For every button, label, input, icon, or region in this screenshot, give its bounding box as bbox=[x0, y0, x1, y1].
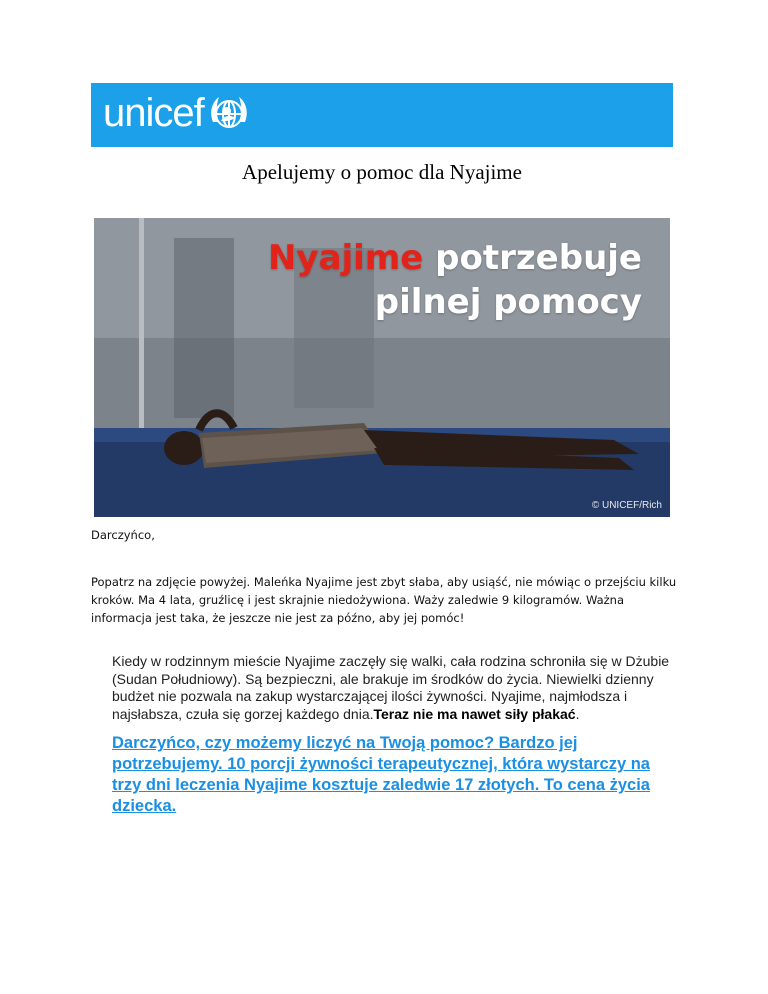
intro-paragraph: Popatrz na zdjęcie powyżej. Maleńka Nyajime jest zbyt słaba, aby usiąść, nie mówiąc o przejściu kilku kroków. Ma 4 lata, gruźlicę i jest skrajnie niedożywiona. Waży zaledwie 9 kilogramów. Ważna informacja jest taka, że jeszcze nie jest za późno, aby jej pomóc! bbox=[91, 575, 677, 625]
unicef-emblem-icon bbox=[207, 92, 251, 136]
headline-rest: potrzebuje bbox=[435, 238, 642, 278]
story-text: Kiedy w rodzinnym mieście Nyajime zaczęły się walki, cała rodzina schroniła się w Dżubie (Sudan Południowy). Są bezpieczni, ale brakuje im środków do życia. Niewielki dzienny budżet nie pozwala na zakup wystarczającej ilości żywności. Nyajime, najmłodsza i najsłabsza, czuła się gorzej każdego dnia. bbox=[112, 653, 670, 722]
donation-appeal-link[interactable]: Darczyńco, czy możemy liczyć na Twoją pomoc? Bardzo jej potrzebujemy. 10 porcji żywności terapeutycznej, która wystarczy na trzy dni leczenia Nyajime kosztuje zaledwie 17 złotych. To cena życia dziecka. bbox=[112, 734, 650, 815]
story-emphasis: Teraz nie ma nawet siły płakać bbox=[373, 705, 576, 722]
story-paragraph bbox=[112, 653, 682, 723]
unicef-logo[interactable] bbox=[103, 87, 251, 139]
nyajime-photo bbox=[94, 218, 670, 517]
story-end: . bbox=[575, 705, 580, 722]
headline-line2: pilnej pomocy bbox=[374, 282, 642, 322]
logo-wordmark: unicef bbox=[103, 91, 204, 135]
photo-headline bbox=[268, 236, 642, 324]
salutation: Darczyńco, bbox=[91, 528, 155, 542]
unicef-header-banner bbox=[91, 83, 673, 147]
headline-name: Nyajime bbox=[267, 238, 424, 278]
photo-credit: © UNICEF/Rich bbox=[591, 500, 662, 511]
page-title: Apelujemy o pomoc dla Nyajime bbox=[242, 160, 522, 184]
